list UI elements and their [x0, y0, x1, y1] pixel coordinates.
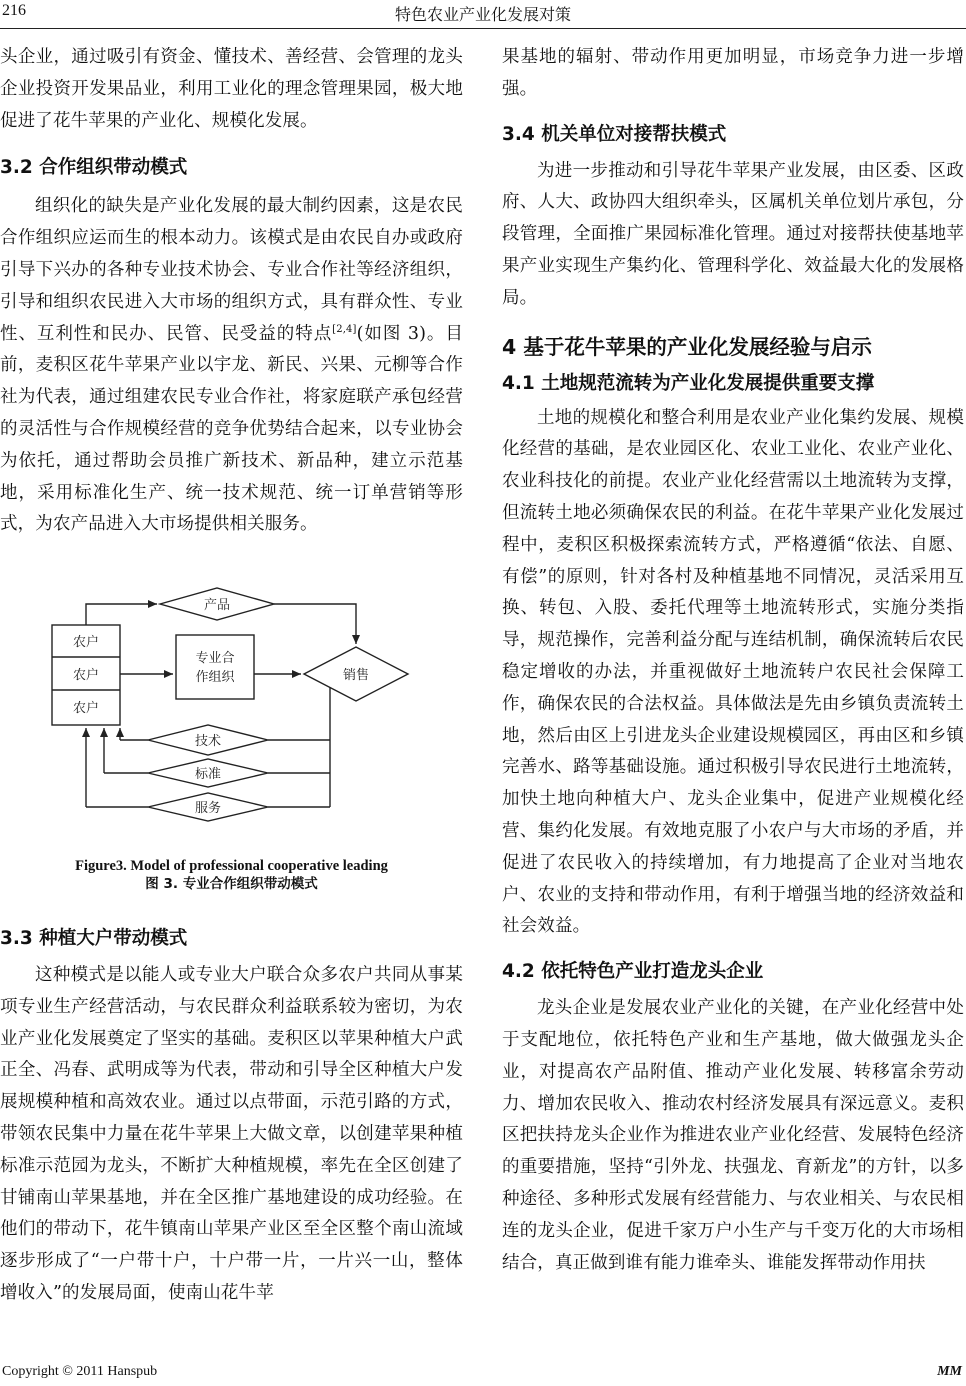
arrow-product-to-sales: [274, 604, 356, 644]
header-rule: [0, 28, 966, 29]
copyright-text: Copyright © 2011 Hanspub: [2, 1364, 158, 1379]
section-4-2-paragraph: 龙头企业是发展农业产业化的关键，在产业化经营中处于支配地位，依托特色产业和生产基地，做大做强龙头企业，对提高农产品附值、推动产业化发展、转移富余劳动力、增加农民收入、推动农村经济发展具有深远意义。麦积区把扶持龙头企业作为推进农业产业化经营、发展特色经济的重要措施，坚持“引外龙、扶强龙、育新龙”的方针，以多种途径、多种形式发展有经营能力、与农业相关、与农民相连的龙头企业，促进千家万户小生产与千变万化的大市场相结合，真正做到谁有能力谁牵头、谁能发挥带动作用扶: [502, 998, 964, 1273]
right-column: [502, 42, 964, 1279]
cooperative-model-diagram: [0, 585, 463, 847]
node-coop-line-1: 专业合: [195, 651, 235, 666]
section-3-2-text-a: 组织化的缺失是产业化发展的最大制约因素，这是农民合作组织应运而生的根本动力。该模式是由农民自办或政府引导下兴办的各种专业技术协会、专业合作社等经济组织，引导和组织农民进入大市场的组织方式，具有群众性、专业性、互利性和民办、民管、民受益的特点: [0, 196, 463, 344]
coop-box: [176, 635, 254, 699]
continued-paragraph: 果基地的辐射、带动作用更加明显，市场竞争力进一步增强。: [502, 47, 964, 99]
node-standard: 标准: [194, 767, 222, 782]
section-4-1-paragraph: 土地的规模化和整合利用是农业产业化集约发展、规模化经营的基础，是农业园区化、农业工业化、农业产业化、农业科技化的前提。农业产业化经营需以土地流转为支撑，但流转土地必须确保农民的利益。在花牛苹果产业化发展过程中，麦积区积极探索流转方式，严格遵循“依法、自愿、有偿”的原则，针对各村及种植基地不同情况，灵活采用互换、转包、入股、委托代理等土地流转形式，实施分类指导，规范操作，完善利益分配与连结机制，确保流转后农民稳定增收的办法，并重视做好土地流转户农民社会保障工作，确保农民的合法权益。具体做法是先由乡镇负责流转土地，然后由区上引进龙头企业建设规模园区，再由区和乡镇完善水、路等基础设施。通过积极引导农民进行土地流转，加快土地向种植大户、龙头企业集中，促进产业规模化经营、集约化发展。有效地克服了小农户与大市场的矛盾，并促进了农民收入的持续增加，有力地提高了企业对当地农户、农业的支持和带动作用，有利于增强当地的经济效益和社会效益。: [502, 407, 964, 937]
section-3-2-paragraph: [0, 191, 463, 541]
section-4-heading: 4 基于花牛苹果的产业化发展经验与启示: [502, 334, 872, 359]
node-coop-line-2: 作组织: [195, 670, 235, 685]
section-3-2-heading: 3.2 合作组织带动模式: [0, 157, 188, 179]
section-3-3-paragraph: 这种模式是以能人或专业大户联合众多农户共同从事某项专业生产经营活动，与农民群众利益联系较为密切，为农业产业化发展奠定了坚实的基础。麦积区以苹果种植大户武正全、冯春、武明成等为代表，带动和引导全区种植大户发展规模种植和高效农业。通过以点带面，示范引路的方式，带领农民集中力量在花牛苹果上大做文章，以创建苹果种植标准示范园为龙头，不断扩大种植规模，率先在全区创建了甘铺南山苹果基地，并在全区推广基地建设的成功经验。在他们的带动下，花牛镇南山苹果产业区至全区整个南山流域逐步形成了“一户带十户，十户带一片，一片兴一山，整体增收入”的发展局面，使南山花牛苹: [0, 965, 463, 1303]
left-column-lower: [0, 926, 463, 1310]
node-farmer-2: 农户: [72, 668, 100, 683]
figure-3: [0, 585, 463, 893]
intro-paragraph: 头企业，通过吸引有资金、懂技术、善经营、会管理的龙头企业投资开发果品业，利用工业化的理念管理果园，极大地促进了花牛苹果的产业化、规模化发展。: [0, 47, 463, 131]
section-3-4-paragraph: 为进一步推动和引导花牛苹果产业发展，由区委、区政府、人大、政协四大组织牵头，区属机关单位划片承包，分段管理，全面推广果园标准化管理。通过对接帮扶使基地苹果产业实现生产集约化、管理科学化、效益最大化的发展格局。: [502, 160, 964, 308]
figure-caption-en: Figure3. Model of professional cooperative leading: [75, 858, 388, 874]
left-column: [0, 42, 463, 541]
node-farmer-1: 农户: [72, 635, 100, 650]
node-tech: 技术: [194, 734, 222, 749]
citation: [2,4]: [332, 323, 357, 335]
node-product: 产品: [203, 598, 231, 613]
journal-abbrev: MM: [937, 1364, 962, 1379]
section-3-3-heading: 3.3 种植大户带动模式: [0, 928, 188, 949]
page-number: 216: [2, 2, 26, 19]
node-sales: 销售: [342, 668, 370, 683]
section-3-4-heading: 3.4 机关单位对接帮扶模式: [502, 123, 727, 145]
section-4-1-heading: 4.1 土地规范流转为产业化发展提供重要支撑: [502, 372, 875, 394]
figure-caption-zh: 图 3. 专业合作组织带动模式: [145, 876, 318, 892]
section-3-2-text-b: (如图 3)。目前，麦积区花牛苹果产业以宇龙、新民、兴果、元柳等合作社为代表，通过组建农民专业合作社，将家庭联产承包经营的灵活性与合作规模经营的竞争优势结合起来，以专业协会为依托，通过帮助会员推广新技术、新品种，建立示范基地，采用标准化生产、统一技术规范、统一订单营销等形式，为农产品进入大市场提供相关服务。: [0, 323, 463, 535]
section-4-2-heading: 4.2 依托特色产业打造龙头企业: [502, 961, 764, 983]
node-service: 服务: [194, 801, 222, 816]
running-title: 特色农业产业化发展对策: [394, 5, 571, 24]
node-farmer-3: 农户: [72, 701, 100, 716]
arrow-farmers-to-product: [86, 604, 157, 625]
page-header: [0, 0, 966, 34]
